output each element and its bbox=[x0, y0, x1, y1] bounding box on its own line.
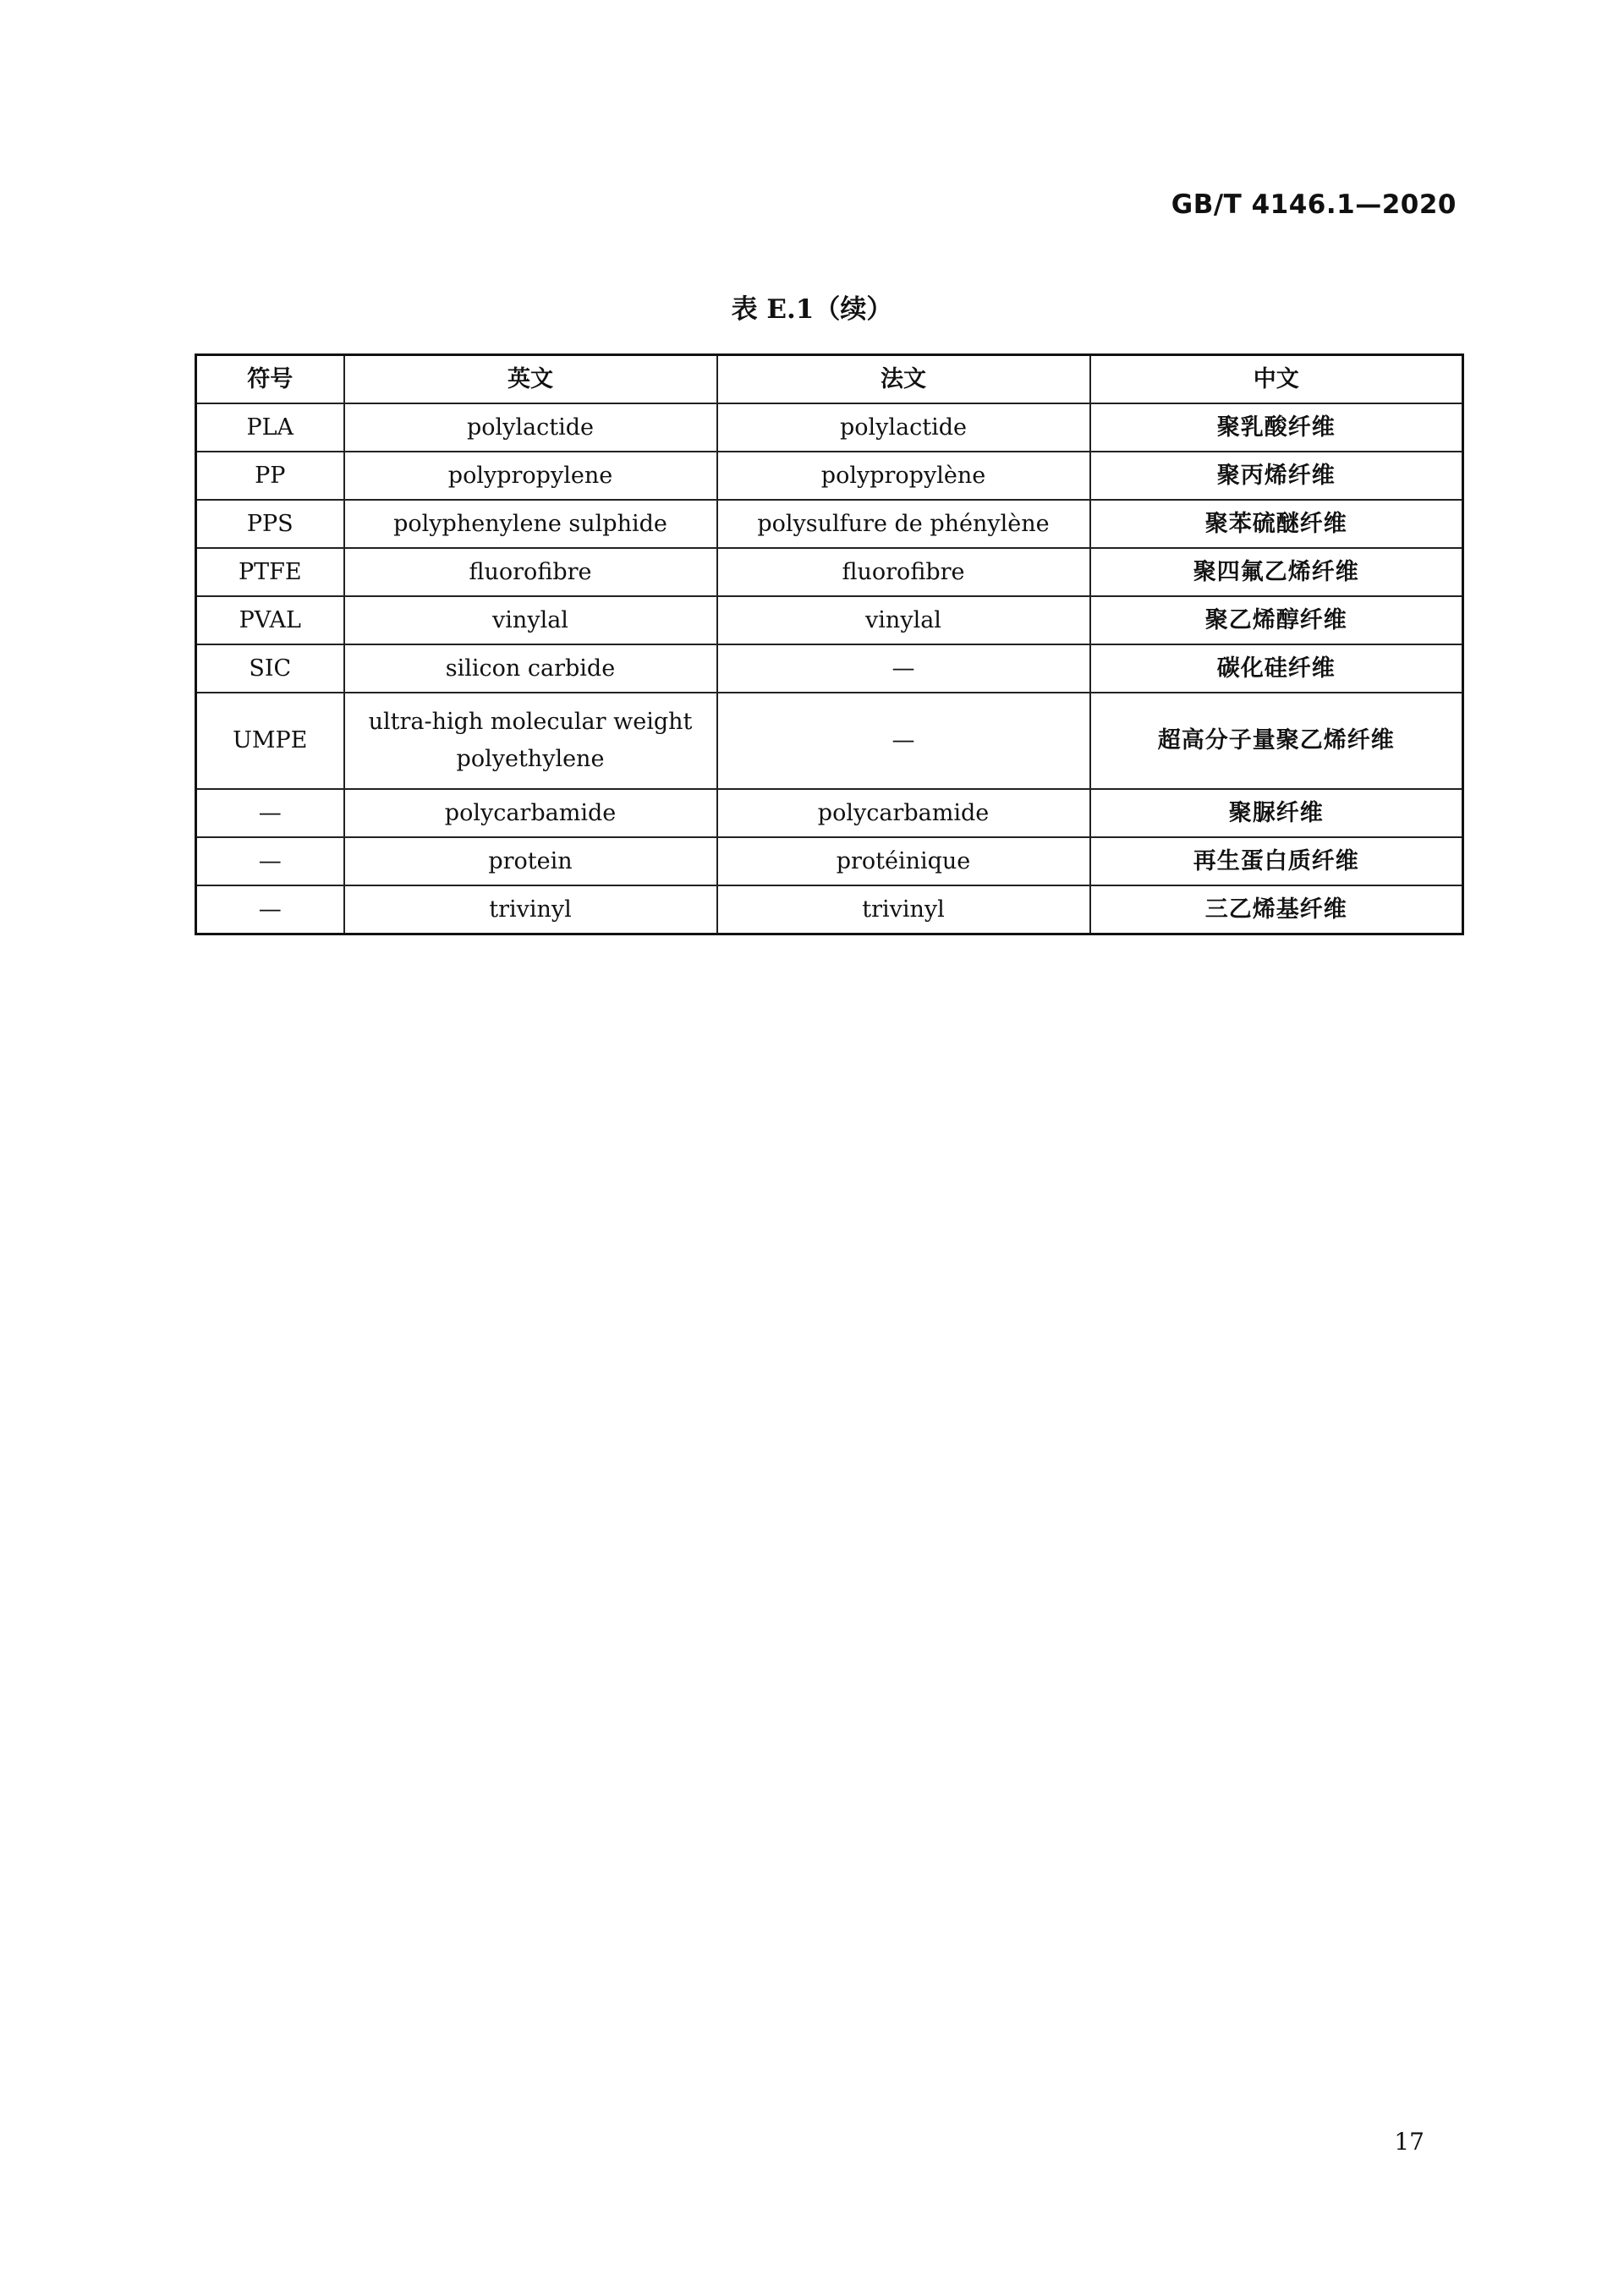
cell-symbol: SIC bbox=[196, 644, 344, 693]
cell-english: vinylal bbox=[344, 596, 717, 644]
cell-chinese: 碳化硅纤维 bbox=[1090, 644, 1463, 693]
table-row bbox=[196, 403, 1463, 452]
table-row bbox=[196, 644, 1463, 693]
cell-chinese: 聚丙烯纤维 bbox=[1090, 452, 1463, 500]
cell-chinese: 聚脲纤维 bbox=[1090, 789, 1463, 837]
cell-french: — bbox=[717, 693, 1090, 789]
cell-french: fluorofibre bbox=[717, 548, 1090, 596]
terms-table bbox=[195, 353, 1464, 935]
cell-french: polypropylène bbox=[717, 452, 1090, 500]
cell-english: polylactide bbox=[344, 403, 717, 452]
cell-symbol: — bbox=[196, 885, 344, 934]
cell-chinese: 聚四氟乙烯纤维 bbox=[1090, 548, 1463, 596]
page-number: 17 bbox=[1394, 2128, 1424, 2156]
cell-english: fluorofibre bbox=[344, 548, 717, 596]
table-caption: 表 E.1（续） bbox=[731, 294, 893, 325]
cell-symbol: PPS bbox=[196, 500, 344, 548]
cell-french: vinylal bbox=[717, 596, 1090, 644]
cell-french: polycarbamide bbox=[717, 789, 1090, 837]
table-row bbox=[196, 693, 1463, 789]
cell-english: polyphenylene sulphide bbox=[344, 500, 717, 548]
cell-english: polycarbamide bbox=[344, 789, 717, 837]
cell-symbol: — bbox=[196, 837, 344, 885]
cell-french: protéinique bbox=[717, 837, 1090, 885]
cell-chinese: 超高分子量聚乙烯纤维 bbox=[1090, 693, 1463, 789]
table-row bbox=[196, 500, 1463, 548]
cell-chinese: 聚乙烯醇纤维 bbox=[1090, 596, 1463, 644]
standard-code: GB/T 4146.1—2020 bbox=[1171, 189, 1457, 220]
table-row bbox=[196, 885, 1463, 934]
cell-symbol: UMPE bbox=[196, 693, 344, 789]
cell-french: polylactide bbox=[717, 403, 1090, 452]
cell-french: — bbox=[717, 644, 1090, 693]
cell-symbol: PP bbox=[196, 452, 344, 500]
header-french: 法文 bbox=[717, 355, 1090, 404]
cell-english: silicon carbide bbox=[344, 644, 717, 693]
cell-french: polysulfure de phénylène bbox=[717, 500, 1090, 548]
cell-french: trivinyl bbox=[717, 885, 1090, 934]
cell-chinese: 聚苯硫醚纤维 bbox=[1090, 500, 1463, 548]
cell-symbol: PTFE bbox=[196, 548, 344, 596]
table-row bbox=[196, 789, 1463, 837]
table-header-row bbox=[196, 355, 1463, 404]
cell-symbol: PLA bbox=[196, 403, 344, 452]
header-english: 英文 bbox=[344, 355, 717, 404]
table-row bbox=[196, 548, 1463, 596]
table-row bbox=[196, 837, 1463, 885]
header-chinese: 中文 bbox=[1090, 355, 1463, 404]
table-row bbox=[196, 452, 1463, 500]
cell-english: polypropylene bbox=[344, 452, 717, 500]
cell-symbol: PVAL bbox=[196, 596, 344, 644]
table-row bbox=[196, 596, 1463, 644]
cell-chinese: 聚乳酸纤维 bbox=[1090, 403, 1463, 452]
cell-english: trivinyl bbox=[344, 885, 717, 934]
cell-chinese: 三乙烯基纤维 bbox=[1090, 885, 1463, 934]
cell-chinese: 再生蛋白质纤维 bbox=[1090, 837, 1463, 885]
header-symbol: 符号 bbox=[196, 355, 344, 404]
cell-english: ultra-high molecular weight polyethylene bbox=[344, 693, 717, 789]
cell-english: protein bbox=[344, 837, 717, 885]
cell-symbol: — bbox=[196, 789, 344, 837]
